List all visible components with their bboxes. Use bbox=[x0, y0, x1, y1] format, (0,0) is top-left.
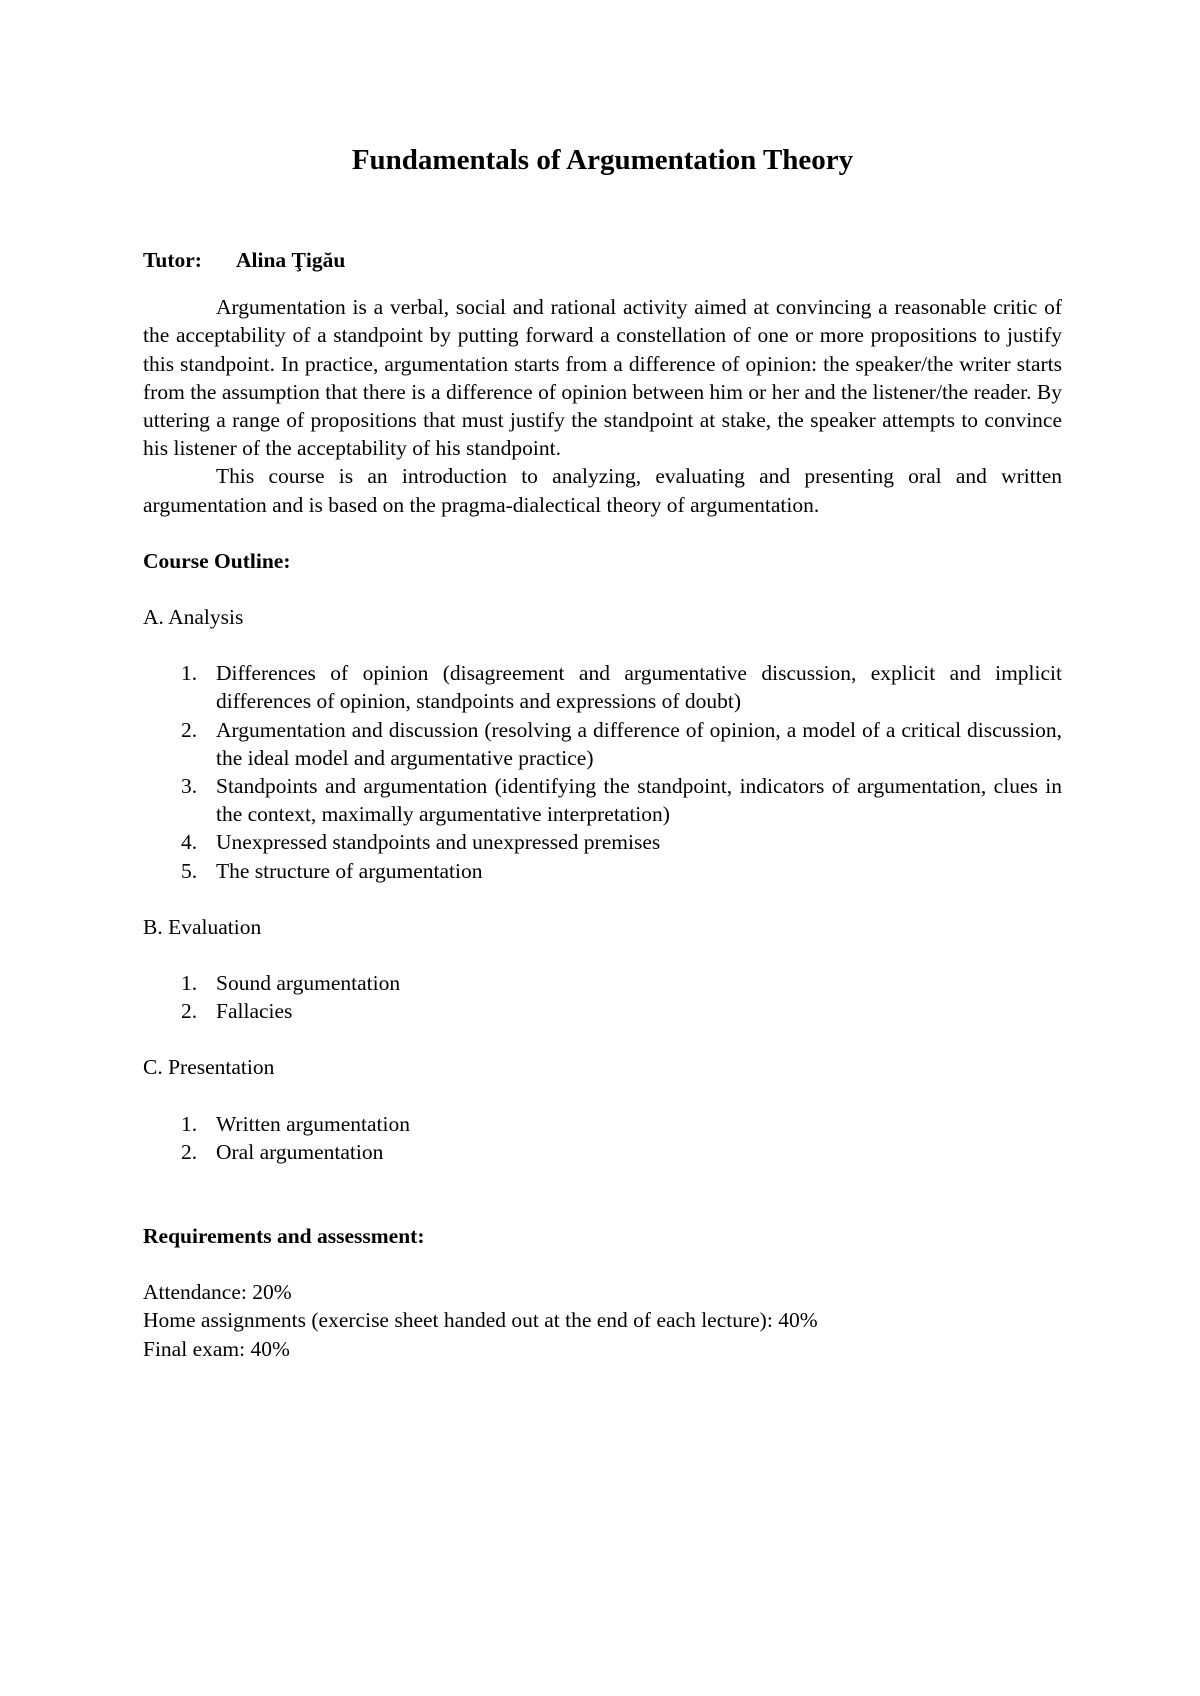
document-title: Fundamentals of Argumentation Theory bbox=[351, 144, 854, 176]
tutor-name: Alina Ţigău bbox=[236, 248, 346, 272]
list-item-text: Oral argumentation bbox=[216, 1139, 384, 1164]
list-item bbox=[143, 659, 1062, 715]
list-item-text: Fallacies bbox=[216, 999, 293, 1024]
evaluation-list bbox=[143, 969, 1062, 1025]
section-evaluation-label: B. Evaluation bbox=[143, 914, 262, 939]
list-item-number: 1. bbox=[181, 971, 198, 996]
list-item bbox=[143, 997, 1062, 1025]
list-item-number: 2. bbox=[181, 1139, 198, 1164]
list-item-number: 4. bbox=[181, 830, 198, 855]
list-item-number: 1. bbox=[181, 1111, 198, 1136]
list-item-text: Sound argumentation bbox=[216, 971, 401, 996]
section-presentation-label: C. Presentation bbox=[143, 1055, 275, 1080]
list-item bbox=[143, 969, 1062, 997]
list-item-number: 1. bbox=[181, 661, 198, 686]
list-item bbox=[143, 1110, 1062, 1138]
list-item-number: 5. bbox=[181, 858, 198, 883]
section-analysis-label: A. Analysis bbox=[143, 605, 244, 630]
list-item-text: Argumentation and discussion (resolving a difference of opinion, a model of a critical discussion, the ideal model and argumentative practice) bbox=[216, 717, 1062, 770]
list-item-text: Unexpressed standpoints and unexpressed premises bbox=[216, 830, 661, 855]
document-content bbox=[143, 142, 1062, 1363]
presentation-list bbox=[143, 1110, 1062, 1166]
list-item bbox=[143, 857, 1062, 885]
list-item-text: Differences of opinion (disagreement and argumentative discussion, explicit and implicit differences of opinion, standpoints and expressions of doubt) bbox=[216, 661, 1062, 714]
list-item-number: 2. bbox=[181, 999, 198, 1024]
list-item bbox=[143, 828, 1062, 856]
list-item bbox=[143, 772, 1062, 828]
requirement-home-assignments: Home assignments (exercise sheet handed out at the end of each lecture): 40% bbox=[143, 1308, 818, 1333]
tutor-line bbox=[143, 246, 1062, 274]
list-item bbox=[143, 1138, 1062, 1166]
intro-paragraph-2: This course is an introduction to analyzing, evaluating and presenting oral and written argumentation and is based on the pragma-dialectical theory of argumentation. bbox=[143, 464, 1062, 517]
list-item bbox=[143, 716, 1062, 772]
intro-paragraph-1: Argumentation is a verbal, social and rational activity aimed at convincing a reasonable critic of the acceptability of a standpoint by putting forward a constellation of one or more propositions to justify this standpoint. In practice, argumentation starts from a difference of opinion: the speaker/the writer starts from the assumption that there is a difference of opinion between him or her and the listener/the reader. By uttering a range of propositions that must justify the standpoint at stake, the speaker attempts to convince his listener of the acceptability of his standpoint. bbox=[143, 295, 1062, 461]
requirements-heading: Requirements and assessment: bbox=[143, 1224, 425, 1249]
course-outline-heading: Course Outline: bbox=[143, 548, 291, 573]
requirement-final-exam: Final exam: 40% bbox=[143, 1336, 290, 1361]
list-item-text: The structure of argumentation bbox=[216, 858, 483, 883]
analysis-list bbox=[143, 659, 1062, 885]
list-item-number: 2. bbox=[181, 717, 198, 742]
list-item-text: Standpoints and argumentation (identifying the standpoint, indicators of argumentation, clues in the context, maximally argumentative interpretation) bbox=[216, 774, 1062, 827]
list-item-number: 3. bbox=[181, 774, 198, 799]
tutor-label: Tutor: bbox=[143, 248, 202, 272]
requirement-attendance: Attendance: 20% bbox=[143, 1280, 292, 1305]
list-item-text: Written argumentation bbox=[216, 1111, 410, 1136]
